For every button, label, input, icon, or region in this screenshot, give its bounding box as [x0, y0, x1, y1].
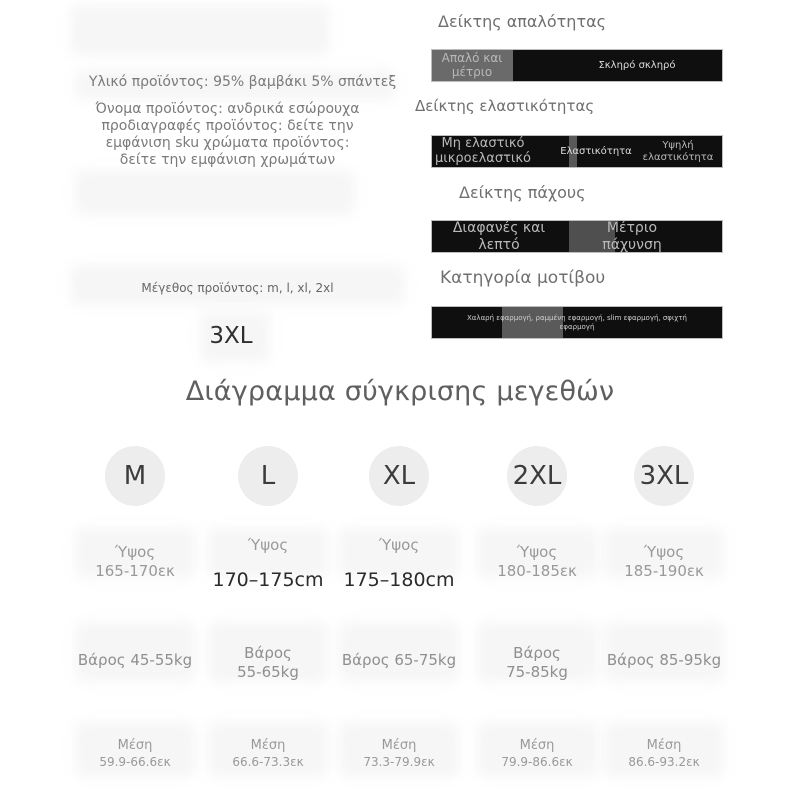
- thickness-title: Δείκτης πάχους: [459, 183, 586, 202]
- waist-label: Μέση: [646, 738, 682, 753]
- product-specs: προδιαγραφές προϊόντος: δείτε την: [101, 118, 354, 134]
- thickness-bar: [431, 220, 723, 253]
- elasticity-left-label: Μη ελαστικό μικροελαστικό: [435, 135, 531, 166]
- extra-size-label: 3XL: [209, 323, 253, 349]
- size-circle-2xl: 2XL: [507, 446, 567, 506]
- size-chart-title: Διάγραμμα σύγκρισης μεγεθών: [185, 376, 615, 407]
- weight-value: Βάρος 65-75kg: [341, 651, 457, 669]
- height-value: 180-185εκ: [497, 562, 577, 580]
- height-label: Ύψος: [378, 536, 420, 554]
- product-name: Όνομα προϊόντος: ανδρικά εσώρουχα: [95, 101, 360, 117]
- waist-value: 73.3-79.9εκ: [363, 755, 435, 769]
- weight-value-line-2: 75-85kg: [506, 663, 568, 681]
- weight-value: Βάρος 45-55kg: [77, 651, 193, 669]
- product-sizes: Μέγεθος προϊόντος: m, l, xl, 2xl: [141, 281, 334, 295]
- product-colors: δείτε την εμφάνιση χρωμάτων: [119, 152, 336, 168]
- waist-label: Μέση: [250, 738, 286, 753]
- weight-value-line-2: 55-65kg: [237, 663, 299, 681]
- elasticity-mid-label: Ελαστικότητα: [560, 145, 632, 157]
- elasticity-title: Δείκτης ελαστικότητας: [415, 97, 595, 115]
- waist-value: 59.9-66.6εκ: [99, 755, 171, 769]
- pattern-title: Κατηγορία μοτίβου: [440, 268, 606, 288]
- pattern-label: Χαλαρή εφαρμογή, ραμμένη εφαρμογή, slim εφαρμογή, σφιχτή εφαρμογή: [467, 314, 687, 331]
- softness-title: Δείκτης απαλότητας: [438, 12, 607, 31]
- product-material: Υλικό προϊόντος: 95% βαμβάκι 5% σπάντεξ: [88, 74, 397, 90]
- elasticity-bar: [431, 135, 723, 168]
- waist-value: 86.6-93.2εκ: [628, 755, 700, 769]
- size-circle-m: M: [105, 446, 165, 506]
- size-circle-xl: XL: [369, 446, 429, 506]
- elasticity-right-label: Υψηλή ελαστικότητα: [642, 140, 714, 163]
- thickness-right-label: Μέτριο πάχυνση: [602, 220, 662, 253]
- height-label: Ύψος: [516, 543, 558, 561]
- waist-value: 66.6-73.3εκ: [232, 755, 304, 769]
- height-value: 165-170εκ: [95, 562, 175, 580]
- weight-value: Βάρος: [244, 644, 292, 662]
- thickness-left-label: Διαφανές και λεπτό: [452, 220, 546, 253]
- waist-label: Μέση: [519, 738, 555, 753]
- height-label: Ύψος: [247, 536, 289, 554]
- pattern-bar: [431, 306, 723, 339]
- height-value: 170–175cm: [212, 569, 324, 591]
- waist-label: Μέση: [117, 738, 153, 753]
- size-circle-l: L: [238, 446, 298, 506]
- size-circle-3xl: 3XL: [634, 446, 694, 506]
- height-value: 185-190εκ: [624, 562, 704, 580]
- softness-bar: [431, 49, 723, 82]
- height-value: 175–180cm: [343, 569, 455, 591]
- softness-right-label: Σκληρό σκληρό: [598, 59, 676, 71]
- softness-left-label: Απαλό και μέτριο: [441, 50, 503, 79]
- product-sku-colors: εμφάνιση sku χρώματα προϊόντος:: [105, 135, 350, 151]
- waist-label: Μέση: [381, 738, 417, 753]
- weight-value: Βάρος 85-95kg: [606, 651, 722, 669]
- background-halo: [70, 5, 330, 55]
- height-label: Ύψος: [643, 543, 685, 561]
- background-halo: [75, 170, 355, 215]
- weight-value: Βάρος: [513, 644, 561, 662]
- height-label: Ύψος: [114, 543, 156, 561]
- waist-value: 79.9-86.6εκ: [501, 755, 573, 769]
